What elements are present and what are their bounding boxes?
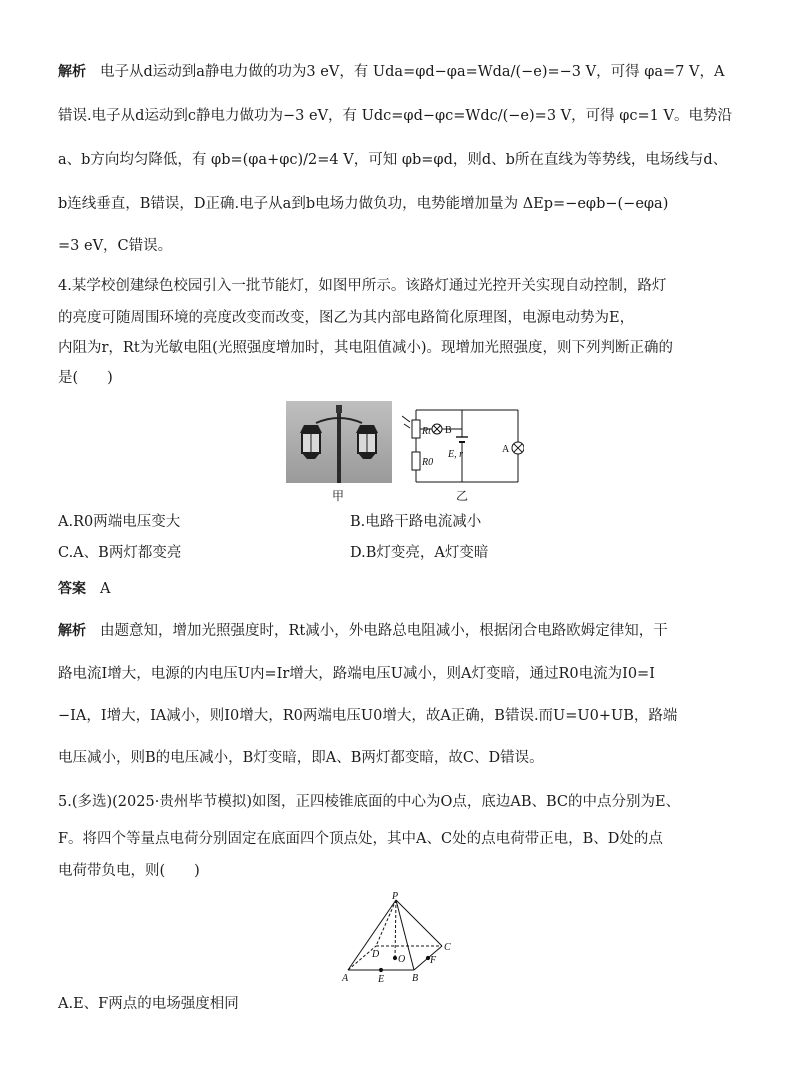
label-o: O — [398, 954, 406, 965]
label-r0: R0 — [422, 457, 434, 468]
solution-label: 解析 — [58, 623, 86, 639]
label-rt: Rt — [422, 426, 431, 437]
question-5-line-3: 电荷带负电，则( ) — [58, 863, 200, 879]
solution-4-line-2: 路电流I增大，电源的内电压U内=Ir增大，路端电压U减小，则A灯变暗，通过R0电流为I0=I — [58, 666, 655, 682]
circuit-diagram — [402, 402, 524, 486]
label-b: B — [412, 973, 419, 984]
resistor-r0 — [412, 452, 420, 470]
question-4-line-1: 4.某学校创建绿色校园引入一批节能灯，如图甲所示。该路灯通过光控开关实现自动控制，路灯 — [58, 278, 667, 294]
figure-caption-yi: 乙 — [456, 489, 469, 503]
label-a: A — [502, 444, 510, 455]
solution-3-line-2: 错误.电子从d运动到c静电力做功为−3 eV，有 Udc=φd−φc=Wdc/(−e)=3 V，可得 φc=1 V。电势沿 — [58, 108, 732, 124]
option-c: C.A、B两灯都变亮 — [58, 545, 182, 561]
label-a: A — [342, 973, 349, 984]
solution-4-line-4: 电压减小，则B的电压减小，B灯变暗，即A、B两灯都变暗，故C、D错误。 — [58, 750, 544, 766]
solution-3-line-5: =3 eV，C错误。 — [58, 238, 173, 254]
question-4-line-3: 内阻为r，Rt为光敏电阻(光照强度增加时，其电阻值减小)。现增加光照强度，则下列判断正确的 — [58, 340, 673, 356]
label-b: B — [445, 425, 452, 436]
photoresistor-rt — [412, 420, 420, 438]
label-er: E, r — [448, 449, 463, 460]
option-b: B.电路干路电流减小 — [350, 514, 482, 530]
question-4-line-4: 是( ) — [58, 370, 113, 386]
solution-4-line-3: −IA，I增大，IA减小，则I0增大，R0两端电压U0增大，故A正确，B错误.而U=U0+UB，路端 — [58, 708, 678, 724]
q5-option-a: A.E、F两点的电场强度相同 — [58, 996, 239, 1012]
label-e: E — [378, 974, 385, 985]
solution-3-line-1: 解析 电子从d运动到a静电力做的功为3 eV，有 Uda=φd−φa=Wda/(−e)=−3 V，可得 φa=7 V，A — [58, 64, 725, 80]
answer-value: A — [100, 581, 111, 597]
question-5-line-2: F。将四个等量点电荷分别固定在底面四个顶点处，其中A、C处的点电荷带正电，B、D处的点 — [58, 831, 663, 847]
figure-caption-jia: 甲 — [332, 489, 345, 503]
solution-3-line-3: a、b方向均匀降低，有 φb=(φa+φc)/2=4 V，可知 φb=φd，则d、b所在直线为等势线，电场线与d、 — [58, 152, 728, 168]
label-c: C — [444, 942, 451, 953]
pyramid-diagram — [336, 890, 460, 986]
answer-label: 答案 — [58, 581, 86, 597]
label-f: F — [430, 955, 437, 966]
solution-3-line-4: b连线垂直，B错误，D正确.电子从a到b电场力做负功，电势能增加量为 ΔEp=−eφb−(−eφa) — [58, 196, 669, 212]
question-4-line-2: 的亮度可随周围环境的亮度改变而改变，图乙为其内部电路简化原理图，电源电动势为E， — [58, 310, 635, 326]
option-a: A.R0两端电压变大 — [58, 514, 181, 530]
option-d: D.B灯变亮，A灯变暗 — [350, 545, 489, 561]
street-lamp-photo — [286, 401, 392, 483]
question-5-line-1: 5.(多选)(2025·贵州毕节模拟)如图，正四棱锥底面的中心为O点，底边AB、BC的中点分别为E、 — [58, 794, 681, 810]
answer-line — [58, 579, 738, 599]
label-p: P — [392, 891, 399, 902]
solution-4-line-1: 解析 由题意知，增加光照强度时，Rt减小，外电路总电阻减小，根据闭合电路欧姆定律知，干 — [58, 623, 668, 639]
label-d: D — [372, 949, 380, 960]
solution-label: 解析 — [58, 64, 86, 80]
